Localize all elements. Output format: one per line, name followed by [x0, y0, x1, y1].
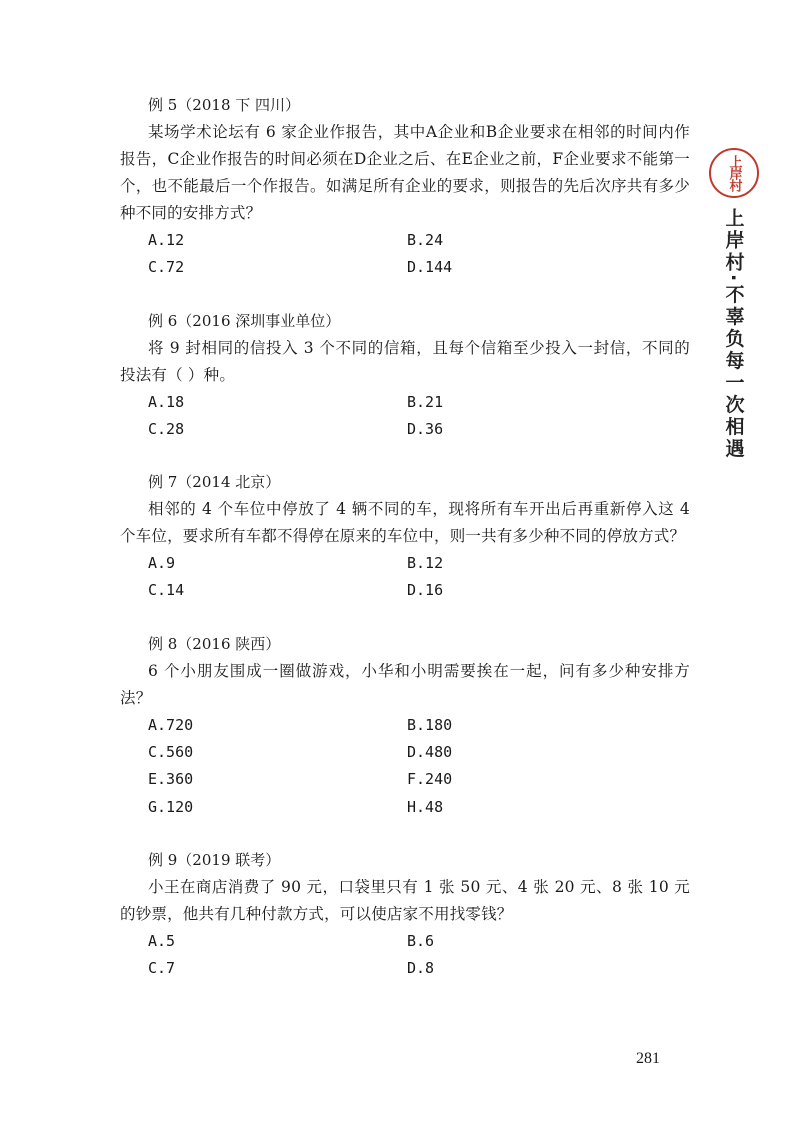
page-number: 281: [636, 1050, 660, 1067]
option-h: H.48: [407, 797, 444, 816]
answer-options: [120, 389, 690, 444]
option-a: A.18: [148, 392, 185, 411]
option-b: B.6: [407, 931, 435, 950]
option-e: E.360: [148, 770, 194, 789]
page-content: [120, 92, 690, 1009]
answer-options: [120, 712, 690, 821]
example-8: [120, 631, 690, 821]
example-question: 6 个小朋友围成一圈做游戏，小华和小明需要挨在一起，问有多少种安排方法？: [120, 661, 690, 707]
example-question: 小王在商店消费了 90 元，口袋里只有 1 张 50 元、4 张 20 元、8 张 10 元的钞票，他共有几种付款方式，可以使店家不用找零钱？: [120, 877, 690, 923]
answer-options: [120, 227, 690, 282]
example-5: [120, 92, 690, 282]
option-d: D.480: [407, 743, 453, 762]
example-9: [120, 847, 690, 983]
example-title: 例 5（2018 下 四川）: [148, 96, 301, 114]
option-c: C.72: [148, 258, 185, 277]
option-a: A.5: [148, 931, 176, 950]
option-b: B.12: [407, 554, 444, 573]
answer-options: [120, 550, 690, 605]
option-b: B.21: [407, 392, 444, 411]
example-title: 例 7（2014 北京）: [148, 473, 281, 492]
example-question: 相邻的 4 个车位中停放了 4 辆不同的车，现将所有车开出后再重新停入这 4 个车位，要求所有车都不得停在原来的车位中，则一共有多少种不同的停放方式？: [120, 500, 690, 546]
side-slogan: 上岸村·不辜负每一次相遇: [722, 208, 745, 461]
example-title: 例 8（2016 陕西）: [148, 634, 281, 653]
option-c: C.560: [148, 743, 194, 762]
example-question: 某场学术论坛有 6 家企业作报告，其中A企业和B企业要求在相邻的时间内作报告，C企业作报告的时间必须在D企业之后、在E企业之前，F企业要求不能第一个，也不能最后一个作报告。如满足所有企业的要求，则报告的先后次序共有多少种不同的安排方式？: [120, 123, 690, 222]
example-title: 例 9（2019 联考）: [148, 850, 281, 869]
option-c: C.14: [148, 581, 185, 600]
option-b: B.24: [407, 231, 444, 249]
option-d: D.36: [407, 419, 444, 438]
option-g: G.120: [148, 797, 194, 816]
example-title: 例 6（2016 深圳事业单位）: [148, 311, 341, 330]
example-question: 将 9 封相同的信投入 3 个不同的信箱，且每个信箱至少投入一封信，不同的投法有（ ）种。: [120, 338, 690, 384]
option-a: A.720: [148, 715, 194, 734]
option-c: C.7: [148, 959, 176, 978]
option-d: D.144: [407, 258, 453, 277]
seal-logo: 上岸村: [709, 148, 759, 198]
example-6: [120, 308, 690, 444]
option-a: A.12: [148, 231, 185, 249]
option-d: D.8: [407, 959, 435, 978]
option-b: B.180: [407, 715, 453, 734]
option-c: C.28: [148, 419, 185, 438]
option-f: F.240: [407, 770, 453, 789]
option-a: A.9: [148, 554, 176, 573]
answer-options: [120, 928, 690, 983]
side-branding: [706, 148, 762, 460]
option-d: D.16: [407, 581, 444, 600]
example-7: [120, 469, 690, 605]
